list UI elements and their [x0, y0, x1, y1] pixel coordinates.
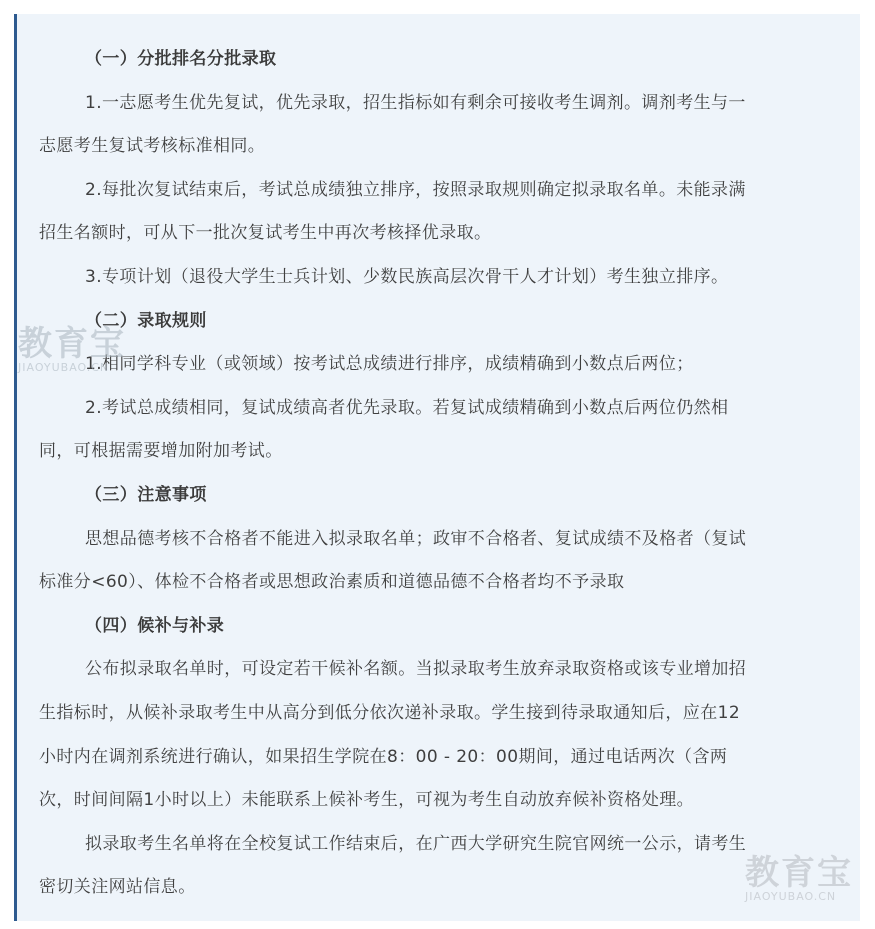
section-heading-4: （四）候补与补录 [85, 615, 225, 636]
article-body [39, 38, 849, 910]
section-heading-2: （二）录取规则 [85, 310, 207, 331]
paragraph-line: 小时内在调剂系统进行确认，如果招生学院在8：00 - 20：00期间，通过电话两次（含两 [39, 746, 728, 767]
paragraph-line: 1.一志愿考生优先复试，优先录取，招生指标如有剩余可接收考生调剂。调剂考生与一 [85, 92, 746, 113]
watermark-text: 教育宝 [745, 853, 853, 893]
paragraph-line: 3.专项计划（退役大学生士兵计划、少数民族高层次骨干人才计划）考生独立排序。 [85, 266, 729, 287]
paragraph-line: 密切关注网站信息。 [39, 877, 196, 898]
paragraph-line: 标准分<60）、体检不合格者或思想政治素质和道德品德不合格者均不予录取 [39, 572, 625, 593]
paragraph-line: 志愿考生复试考核标准相同。 [39, 136, 266, 157]
watermark-domain: JIAOYUBAO.CN [745, 890, 837, 903]
paragraph-line: 同，可根据需要增加附加考试。 [39, 441, 283, 462]
paragraph-line: 次，时间间隔1小时以上）未能联系上候补考生，可视为考生自动放弃候补资格处理。 [39, 790, 695, 811]
paragraph-line: 2.考试总成绩相同，复试成绩高者优先录取。若复试成绩精确到小数点后两位仍然相 [85, 397, 729, 418]
section-heading-3: （三）注意事项 [85, 484, 207, 505]
paragraph-line: 思想品德考核不合格者不能进入拟录取名单；政审不合格者、复试成绩不及格者（复试 [85, 528, 747, 549]
paragraph-line: 招生名额时，可从下一批次复试考生中再次考核择优录取。 [39, 223, 492, 244]
watermark-domain: JIAOYUBAO.CN [18, 361, 110, 374]
watermark-text: 教育宝 [18, 324, 126, 364]
paragraph-line: 公布拟录取名单时，可设定若干候补名额。当拟录取考生放弃录取资格或该专业增加招 [85, 659, 747, 680]
paragraph-line: 拟录取考生名单将在全校复试工作结束后，在广西大学研究生院官网统一公示，请考生 [85, 833, 747, 854]
section-heading-1: （一）分批排名分批录取 [85, 49, 277, 69]
paragraph-line: 1.相同学科专业（或领域）按考试总成绩进行排序，成绩精确到小数点后两位； [85, 354, 694, 375]
paragraph-line: 2.每批次复试结束后，考试总成绩独立排序，按照录取规则确定拟录取名单。未能录满 [85, 179, 746, 200]
content-panel [14, 14, 860, 921]
paragraph-line: 生指标时，从候补录取考生中从高分到低分依次递补录取。学生接到待录取通知后，应在12 [39, 702, 741, 723]
